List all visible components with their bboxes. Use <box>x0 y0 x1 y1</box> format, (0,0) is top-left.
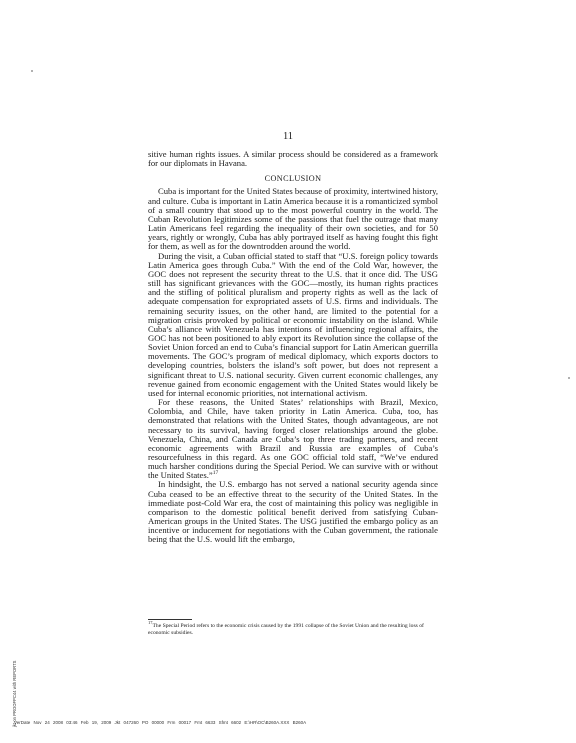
body-text <box>148 150 438 545</box>
margin-note: jkt on PROOFPC44 with REPORTS <box>12 660 17 727</box>
scan-speck <box>31 70 33 72</box>
footnote-number: 17 <box>148 620 153 626</box>
footnote <box>148 620 438 636</box>
footnote-text: The Special Period refers to the economic crisis caused by the 1991 collapse of the Soviet Union and the resulting loss of economic subsidies. <box>148 623 424 636</box>
paragraph-4: In hindsight, the U.S. embargo has not served a national security agenda since Cuba ceased to be an effective threat to the security of the United States. In the immediate post-Cold War era, the cost of maintaining this policy was negligible in comparison to the domestic political benefit derived from satisfying Cuban-American groups in the United States. The USG justified the embargo policy as an incentive or inducement for negotiations with the Cuban government, the rationale being that the U.S. would lift the embargo, <box>148 479 438 545</box>
footnote-divider <box>148 619 192 620</box>
scan-speck <box>568 377 570 379</box>
intro-paragraph: sitive human rights issues. A similar process should be considered as a framework for our diplomats in Havana. <box>148 149 438 169</box>
footnote-reference: 17 <box>212 470 219 477</box>
print-footer: VerDate Nov 24 2008 03:46 Feb 19, 2009 Jkt 047260 PO 00000 Frm 00017 Fmt 6633 Sfmt 6602 E:\HR\OC\B260A.XXX B260A <box>14 720 307 725</box>
paragraph-3-text: For these reasons, the United States’ relationships with Brazil, Mexico, Colombia, and Chile, have taken priority in Latin America. Cuba, too, has demonstrated that relations with the United States, though advantageous, are not necessary to its survival, having forged closer relationships around the globe. Venezuela, China, and Canada are Cuba’s top three trading partners, and recent economic agreements with Brazil and Russia are examples of Cuba’s resourcefulness in this regard. As one GOC official told staff, “We’ve endured much harsher conditions during the Special Period. We can survive with or without the United States.” <box>148 397 438 481</box>
section-heading: CONCLUSION <box>264 174 322 184</box>
paragraph-2: During the visit, a Cuban official stated to staff that “U.S. foreign policy towards Latin America goes through Cuba.” With the end of the Cold War, however, the GOC does not represent the security threat to the U.S. that it once did. The USG still has significant grievances with the GOC—mostly, its human rights practices and the stifling of political pluralism and property rights as well as the lack of adequate compensation for expropriated assets of U.S. firms and individuals. The remaining security issues, on the other hand, are limited to the potential for a migration crisis provoked by political or economic instability on the island. While Cuba’s alliance with Venezuela has intentions of influencing regional affairs, the GOC has not been positioned to ably export its Revolution since the collapse of the Soviet Union forced an end to Cuba’s financial support for Latin American guerrilla movements. The GOC’s program of medical diplomacy, which exports doctors to developing countries, bolsters the island’s soft power, but does not represent a significant threat to U.S. national security. Given current economic challenges, any revenue gained from economic engagement with the United States would likely be used for internal economic priorities, not international activism. <box>148 250 438 398</box>
paragraph-3 <box>148 398 438 480</box>
paragraph-1: Cuba is important for the United States because of proximity, intertwined history, and culture. Cuba is important in Latin America because it is a romanticized symbol of a small country that stood up to the most powerful country in the world. The Cuban Revolution legitimizes some of the passions that fuel the outrage that many Latin Americans feel regarding the inequality of their own societies, and for 50 years, rightly or wrongly, Cuba has ably portrayed itself as having fought this fight for them, as well as for the downtrodden around the world. <box>148 186 438 252</box>
page-number: 11 <box>282 131 294 142</box>
